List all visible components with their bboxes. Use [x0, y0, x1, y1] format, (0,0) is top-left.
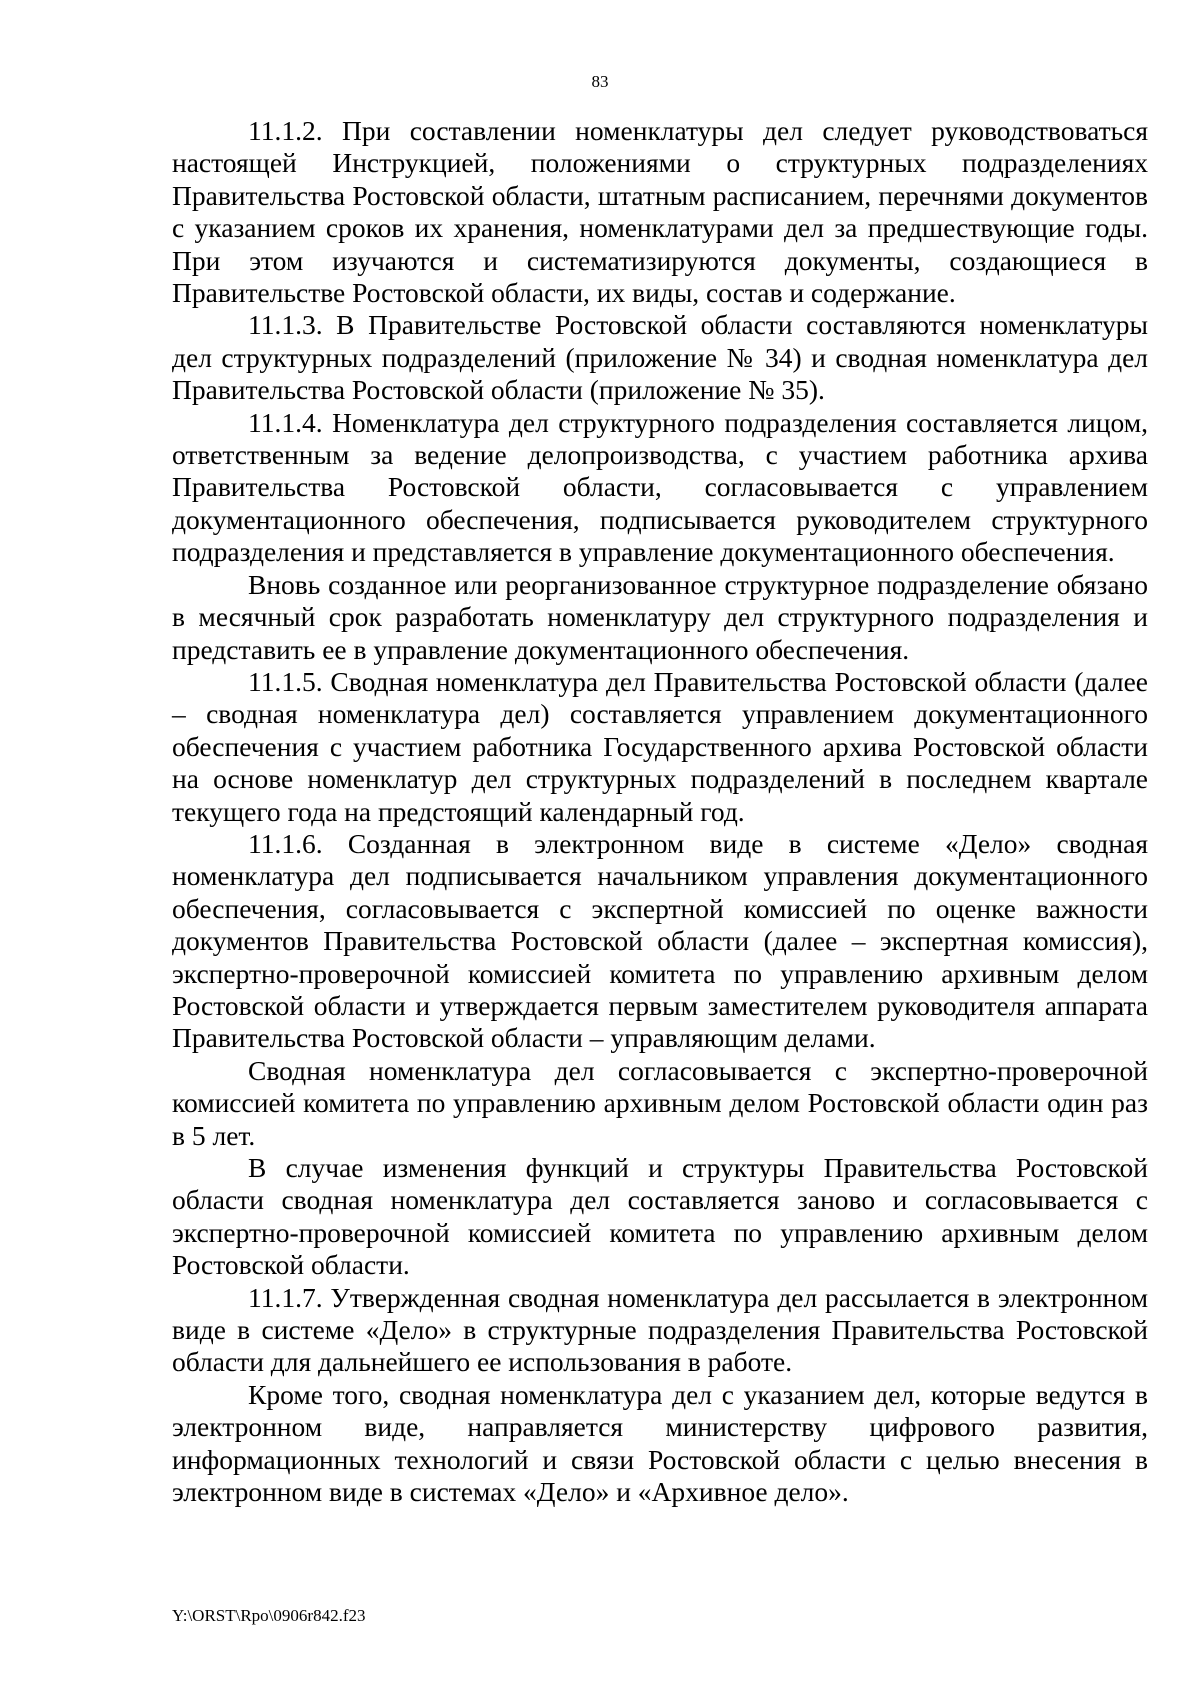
paragraph-11-1-2: 11.1.2. При составлении номенклатуры дел следует руководствоваться настоящей Инструкцией, положениями о структурных подразделениях Правительства Ростовской области, штатным расписанием, перечнями документов с указанием сроков их хранения, номенклатурами дел за предшествующие годы. При этом изучаются и систематизируются документы, создающиеся в Правительстве Ростовской области, их виды, состав и содержание. — [172, 115, 1148, 309]
paragraph-11-1-7: 11.1.7. Утвержденная сводная номенклатура дел рассылается в электронном виде в системе «Дело» в структурные подразделения Правительства Ростовской области для дальнейшего ее использования в работе. — [172, 1281, 1148, 1378]
document-body — [172, 115, 1148, 1508]
paragraph-11-1-5: 11.1.5. Сводная номенклатура дел Правительства Ростовской области (далее – сводная номенклатура дел) составляется управлением документационного обеспечения с участием работника Государственного архива Ростовской области на основе номенклатур дел структурных подразделений в последнем квартале текущего года на предстоящий календарный год. — [172, 665, 1148, 827]
paragraph-11-1-6: 11.1.6. Созданная в электронном виде в системе «Дело» сводная номенклатура дел подписывается начальником управления документационного обеспечения, согласовывается с экспертной комиссией по оценке важности документов Правительства Ростовской области (далее – экспертная комиссия), экспертно-проверочной комиссией комитета по управлению архивным делом Ростовской области и утверждается первым заместителем руководителя аппарата Правительства Ростовской области – управляющим делами. — [172, 827, 1148, 1054]
paragraph-digital-ministry: Кроме того, сводная номенклатура дел с указанием дел, которые ведутся в электронном виде, направляется министерству цифрового развития, информационных технологий и связи Ростовской области с целью внесения в электронном виде в системах «Дело» и «Архивное дело». — [172, 1378, 1148, 1508]
page-number: 83 — [591, 72, 609, 91]
paragraph-approval-period: Сводная номенклатура дел согласовывается с экспертно-проверочной комиссией комитета по управлению архивным делом Ростовской области один раз в 5 лет. — [172, 1054, 1148, 1151]
footer-file-path: Y:\ORST\Rpo\0906r842.f23 — [172, 1606, 366, 1625]
paragraph-new-subdivision: Вновь созданное или реорганизованное структурное подразделение обязано в месячный срок разработать номенклатуру дел структурного подразделения и представить ее в управление документационного обеспечения. — [172, 568, 1148, 665]
paragraph-structure-change: В случае изменения функций и структуры Правительства Ростовской области сводная номенклатура дел составляется заново и согласовывается с экспертно-проверочной комиссией комитета по управлению архивным делом Ростовской области. — [172, 1152, 1148, 1281]
paragraph-11-1-4: 11.1.4. Номенклатура дел структурного подразделения составляется лицом, ответственным за ведение делопроизводства, с участием работника архива Правительства Ростовской области, согласовывается с управлением документационного обеспечения, подписывается руководителем структурного подразделения и представляется в управление документационного обеспечения. — [172, 406, 1148, 568]
paragraph-11-1-3: 11.1.3. В Правительстве Ростовской области составляются номенклатуры дел структурных подразделений (приложение № 34) и сводная номенклатура дел Правительства Ростовской области (приложение № 35). — [172, 309, 1148, 406]
